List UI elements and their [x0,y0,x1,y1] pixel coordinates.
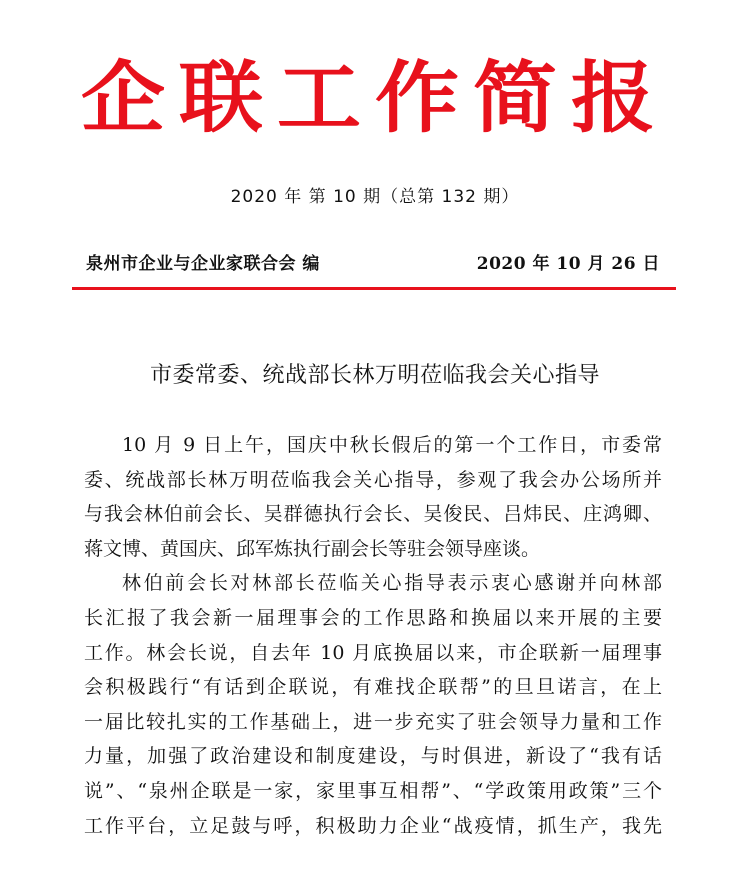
red-divider-rule [72,287,676,290]
paragraph-1-line: 蒋文博、黄国庆、邱军炼执行副会长等驻会领导座谈。 [84,537,541,560]
masthead-title: 企联工作简报 [80,52,669,144]
editor-line [86,250,660,278]
paragraph-2-line: 工作平台，立足鼓与呼，积极助力企业“战疫情，抓生产，我先 [84,814,662,837]
issue-number: 2020 年 第 10 期（总第 132 期） [230,187,520,207]
paragraph-2-line: 力量，加强了政治建设和制度建设，与时俱进，新设了“我有话 [84,745,662,768]
publisher-name: 泉州市企业与企业家联合会 编 [86,254,320,274]
article-title: 市委常委、统战部长林万明莅临我会关心指导 [149,363,600,388]
paragraph-2-line: 林伯前会长对林部长莅临关心指导表示衷心感谢并向林部 [122,572,662,595]
article-body [84,428,662,843]
paragraph-2-line: 说”、“泉州企联是一家，家里事互相帮”、“学政策用政策”三个 [84,779,662,802]
paragraph-2-line: 长汇报了我会新一届理事会的工作思路和换届以来开展的主要 [84,606,662,629]
paragraph-1-line: 与我会林伯前会长、吴群德执行会长、吴俊民、吕炜民、庄鸿卿、 [84,503,662,526]
paragraph-2-line: 工作。林会长说，自去年 10 月底换届以来，市企联新一届理事 [84,641,662,664]
paragraph-2-line: 会积极践行“有话到企联说，有难找企联帮”的旦旦诺言，在上 [84,676,662,699]
paragraph-1-line: 10 月 9 日上午，国庆中秋长假后的第一个工作日，市委常 [122,434,662,456]
paragraph-1-line: 委、统战部长林万明莅临我会关心指导，参观了我会办公场所并 [84,468,662,491]
publish-date: 2020 年 10 月 26 日 [476,254,660,274]
paragraph-2-line: 一届比较扎实的工作基础上，进一步充实了驻会领导力量和工作 [84,710,662,733]
